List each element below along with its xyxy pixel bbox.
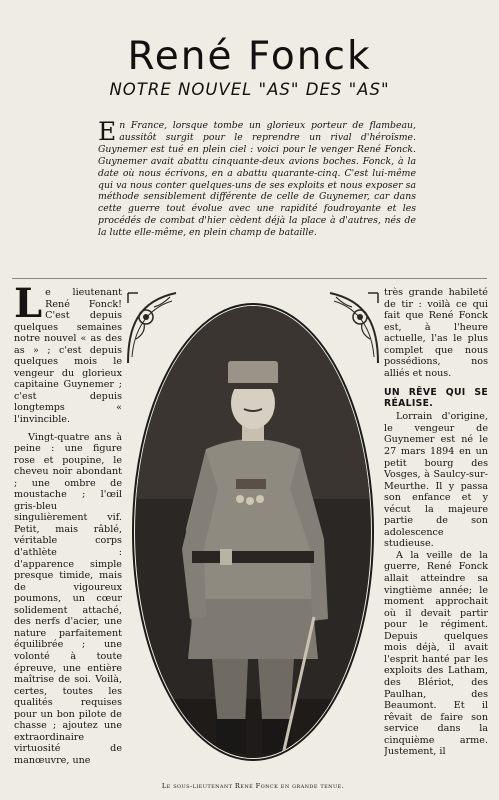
right-column xyxy=(384,287,488,795)
left-column xyxy=(14,287,122,795)
intro-text: n France, lorsque tombe un glorieux porteur de flambeau, aussitôt surgit pour le reprendre un rival d'héroïsme. Guynemer est tué en plein ciel : voici pour le venger René Fonck. Guynemer avait abattu cinquante-deux avions boches. Fonck, à la date où nous écrivons, en a abattu quarante-cinq. C'est lui-même qui va nous conter quelques-uns de ses exploits et nous exposer sa méthode sensiblement différente de celle de Guynemer, car dans cette guerre tout évolue avec une rapidité foudroyante et les procédés de combat d'hier cèdent déjà la place à d'autres, nés de la lutte elle-même, en plein champ de bataille. xyxy=(98,120,416,239)
left-paragraph-1-text: e lieutenant René Fonck! C'est depuis quelques semaines notre nouvel « as des as » ; c'est depuis quelques mois le vengeur du glorieux capitaine Guynemer ; c'est depuis longtemps « l'invincible. xyxy=(14,287,122,426)
section-divider xyxy=(12,278,487,279)
article-title: René Fonck xyxy=(127,34,372,80)
right-paragraph-3: A la veille de la guerre, René Fonck allait atteindre sa vingtième année; le moment approchait où il devait partir pour le régiment. Depuis quelques mois déjà, il avait l'esprit hanté par les exploits des Latham, des Blériot, des Paulhan, des Beaumont. Et il rêvait de faire son service dans la cinquième arme. Justement, il xyxy=(384,549,488,758)
photo-caption: Le sous-lieutenant René Fonck en grande tenue. xyxy=(161,782,345,790)
portrait-icon xyxy=(128,299,378,765)
section-heading: UN RÊVE QUI SE RÉALISE. xyxy=(384,387,488,410)
intro-dropcap: E xyxy=(98,117,117,146)
article-subtitle: NOTRE NOUVEL "AS" DES "AS" xyxy=(109,80,390,99)
portrait-block xyxy=(124,287,382,787)
right-paragraph-2: Lorrain d'origine, le vengeur de Guynemer est né le 27 mars 1894 en un petit bourg des Vosges, à Saulcy-sur-Meurthe. Il y passa son enfance et y vécut la majeure partie de son adolescence studieuse. xyxy=(384,411,488,550)
right-paragraph-1: très grande habileté de tir : voilà ce qui fait que René Fonck est, à l'heure actuelle, l'as le plus complet que nous possédions, nos alliés et nous. xyxy=(384,287,488,379)
left-paragraph-1 xyxy=(14,287,122,426)
intro-paragraph xyxy=(98,117,416,239)
left-dropcap: L xyxy=(14,287,43,327)
left-paragraph-2: Vingt-quatre ans à peine : une figure rose et poupine, le cheveu noir abondant ; une ombre de moustache ; l'œil gris-bleu singulièrement vif. Petit, mais râblé, véritable corps d'athlète : d'apparence simple presque timide, mais de vigoureux poumons, un cœur solidement attaché, des nerfs d'acier, une nature parfaitement équilibrée ; une volonté à toute épreuve, une entière maîtrise de soi. Voilà, certes, toutes les qualités requises pour un bon pilote de chasse ; ajoutez une extraordinaire virtuosité de manœuvre, une xyxy=(14,431,122,766)
